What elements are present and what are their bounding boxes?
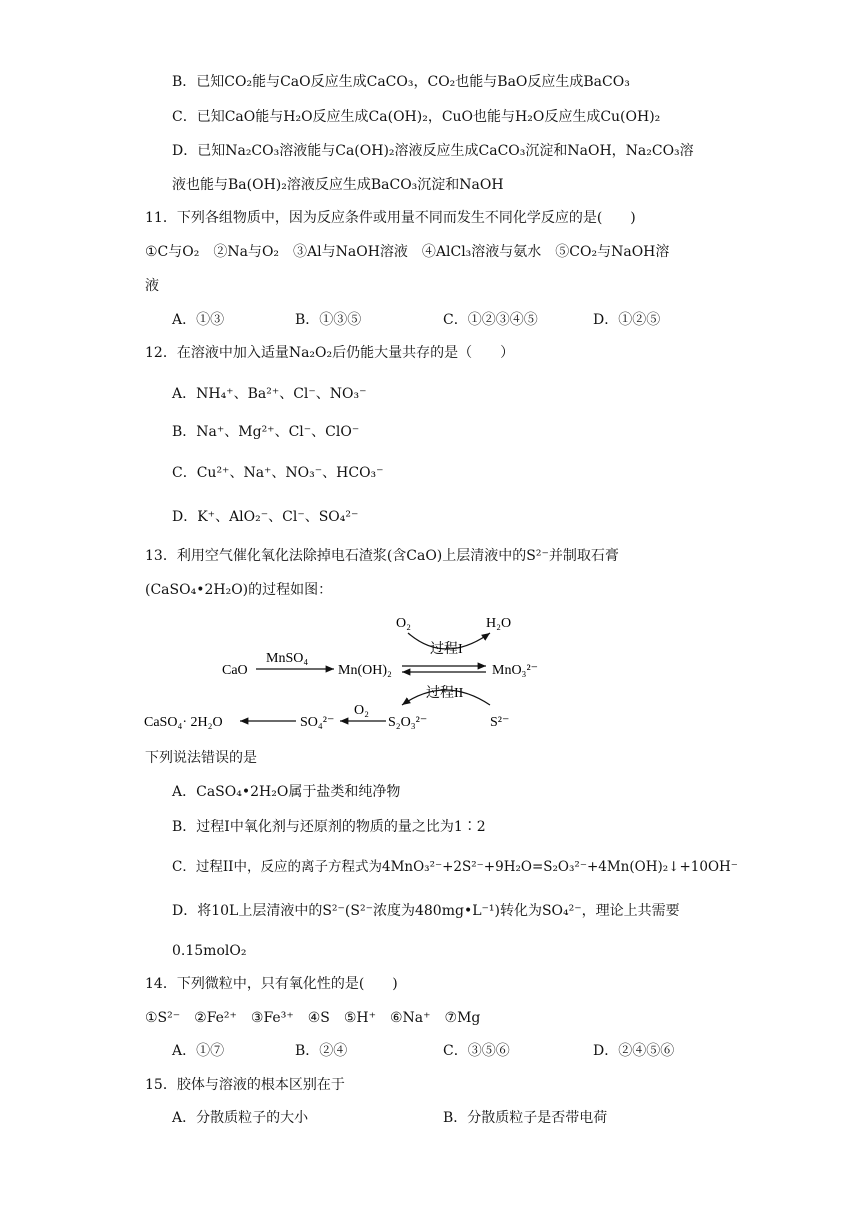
q13-option-d-line2: 0.15molO₂ (172, 943, 247, 959)
q14-option-c: C．③⑤⑥ (443, 1043, 510, 1059)
q13-lead: 下列说法错误的是 (145, 750, 257, 766)
q12-option-a: A．NH₄⁺、Ba²⁺、Cl⁻、NO₃⁻ (172, 386, 367, 402)
q13-option-b: B．过程I中氧化剂与还原剂的物质的量之比为1∶2 (172, 819, 486, 835)
q11-items-line2: 液 (145, 278, 159, 294)
s2-label: S²⁻ (490, 715, 510, 730)
q11-items-line1: ①C与O₂ ②Na与O₂ ③Al与NaOH溶液 ④AlCl₃溶液与氨水 ⑤CO₂与NaOH溶 (145, 244, 670, 260)
q14-items: ①S²⁻ ②Fe²⁺ ③Fe³⁺ ④S ⑤H⁺ ⑥Na⁺ ⑦Mg (145, 1010, 481, 1026)
q11-option-d: D．①②⑤ (593, 312, 661, 328)
q12-stem: 12．在溶液中加入适量Na₂O₂后仍能大量共存的是（ ） (145, 345, 515, 361)
q13-option-d-line1: D．将10L上层清液中的S²⁻(S²⁻浓度为480mg•L⁻¹)转化为SO₄²⁻，理论上共需要 (172, 903, 680, 919)
q14-option-d: D．②④⑤⑥ (593, 1043, 675, 1059)
q15-option-b: B．分散质粒子是否带电荷 (443, 1110, 608, 1126)
q14-option-a: A．①⑦ (172, 1043, 225, 1059)
s2o3-label: S₂O₃²⁻ (388, 715, 428, 730)
q10-option-c: C．已知CaO能与H₂O反应生成Ca(OH)₂，CuO也能与H₂O反应生成Cu(OH)₂ (172, 109, 661, 125)
q11-option-c: C．①②③④⑤ (443, 312, 538, 328)
q14-stem: 14．下列微粒中，只有氧化性的是( ) (145, 976, 398, 992)
h2o-label: H₂O (486, 616, 512, 631)
q10-option-d-line2: 液也能与Ba(OH)₂溶液反应生成BaCO₃沉淀和NaOH (172, 177, 504, 193)
q14-option-b: B．②④ (295, 1043, 348, 1059)
o2-bottom-label: O₂ (354, 703, 369, 718)
q15-stem: 15．胶体与溶液的根本区别在于 (145, 1077, 345, 1093)
mno3-label: MnO₃²⁻ (492, 663, 539, 678)
o2-top-label: O₂ (396, 616, 411, 631)
process-2-label: 过程II (426, 686, 464, 701)
q11-option-b: B．①③⑤ (295, 312, 362, 328)
mnso4-label: MnSO₄ (266, 651, 309, 666)
q12-option-b: B．Na⁺、Mg²⁺、Cl⁻、ClO⁻ (172, 424, 360, 440)
q12-option-c: C．Cu²⁺、Na⁺、NO₃⁻、HCO₃⁻ (172, 465, 384, 481)
process-1-label: 过程I (430, 642, 463, 657)
cao-label: CaO (222, 663, 248, 678)
q10-option-d-line1: D．已知Na₂CO₃溶液能与Ca(OH)₂溶液反应生成CaCO₃沉淀和NaOH，Na₂CO₃溶 (172, 143, 694, 159)
reaction-process-diagram (140, 605, 560, 740)
q13-option-a: A．CaSO₄•2H₂O属于盐类和纯净物 (172, 784, 401, 800)
caso4-label: CaSO₄· 2H₂O (144, 715, 223, 730)
q11-option-a: A．①③ (172, 312, 225, 328)
q12-option-d: D．K⁺、AlO₂⁻、Cl⁻、SO₄²⁻ (172, 509, 359, 525)
q10-option-b: B．已知CO₂能与CaO反应生成CaCO₃，CO₂也能与BaO反应生成BaCO₃ (172, 74, 630, 90)
so4-label: SO₄²⁻ (300, 715, 335, 730)
q13-stem-line1: 13．利用空气催化氧化法除掉电石渣浆(含CaO)上层清液中的S²⁻并制取石膏 (145, 548, 619, 564)
q15-option-a: A．分散质粒子的大小 (172, 1110, 309, 1126)
q13-stem-line2: (CaSO₄•2H₂O)的过程如图： (145, 582, 333, 598)
q13-option-c: C．过程II中，反应的离子方程式为4MnO₃²⁻+2S²⁻+9H₂O=S₂O₃²⁻+4Mn(OH)₂↓+10OH⁻ (172, 859, 738, 875)
mnoh2-label: Mn(OH)₂ (338, 663, 392, 678)
q11-stem: 11．下列各组物质中，因为反应条件或用量不同而发生不同化学反应的是( ) (145, 210, 636, 226)
